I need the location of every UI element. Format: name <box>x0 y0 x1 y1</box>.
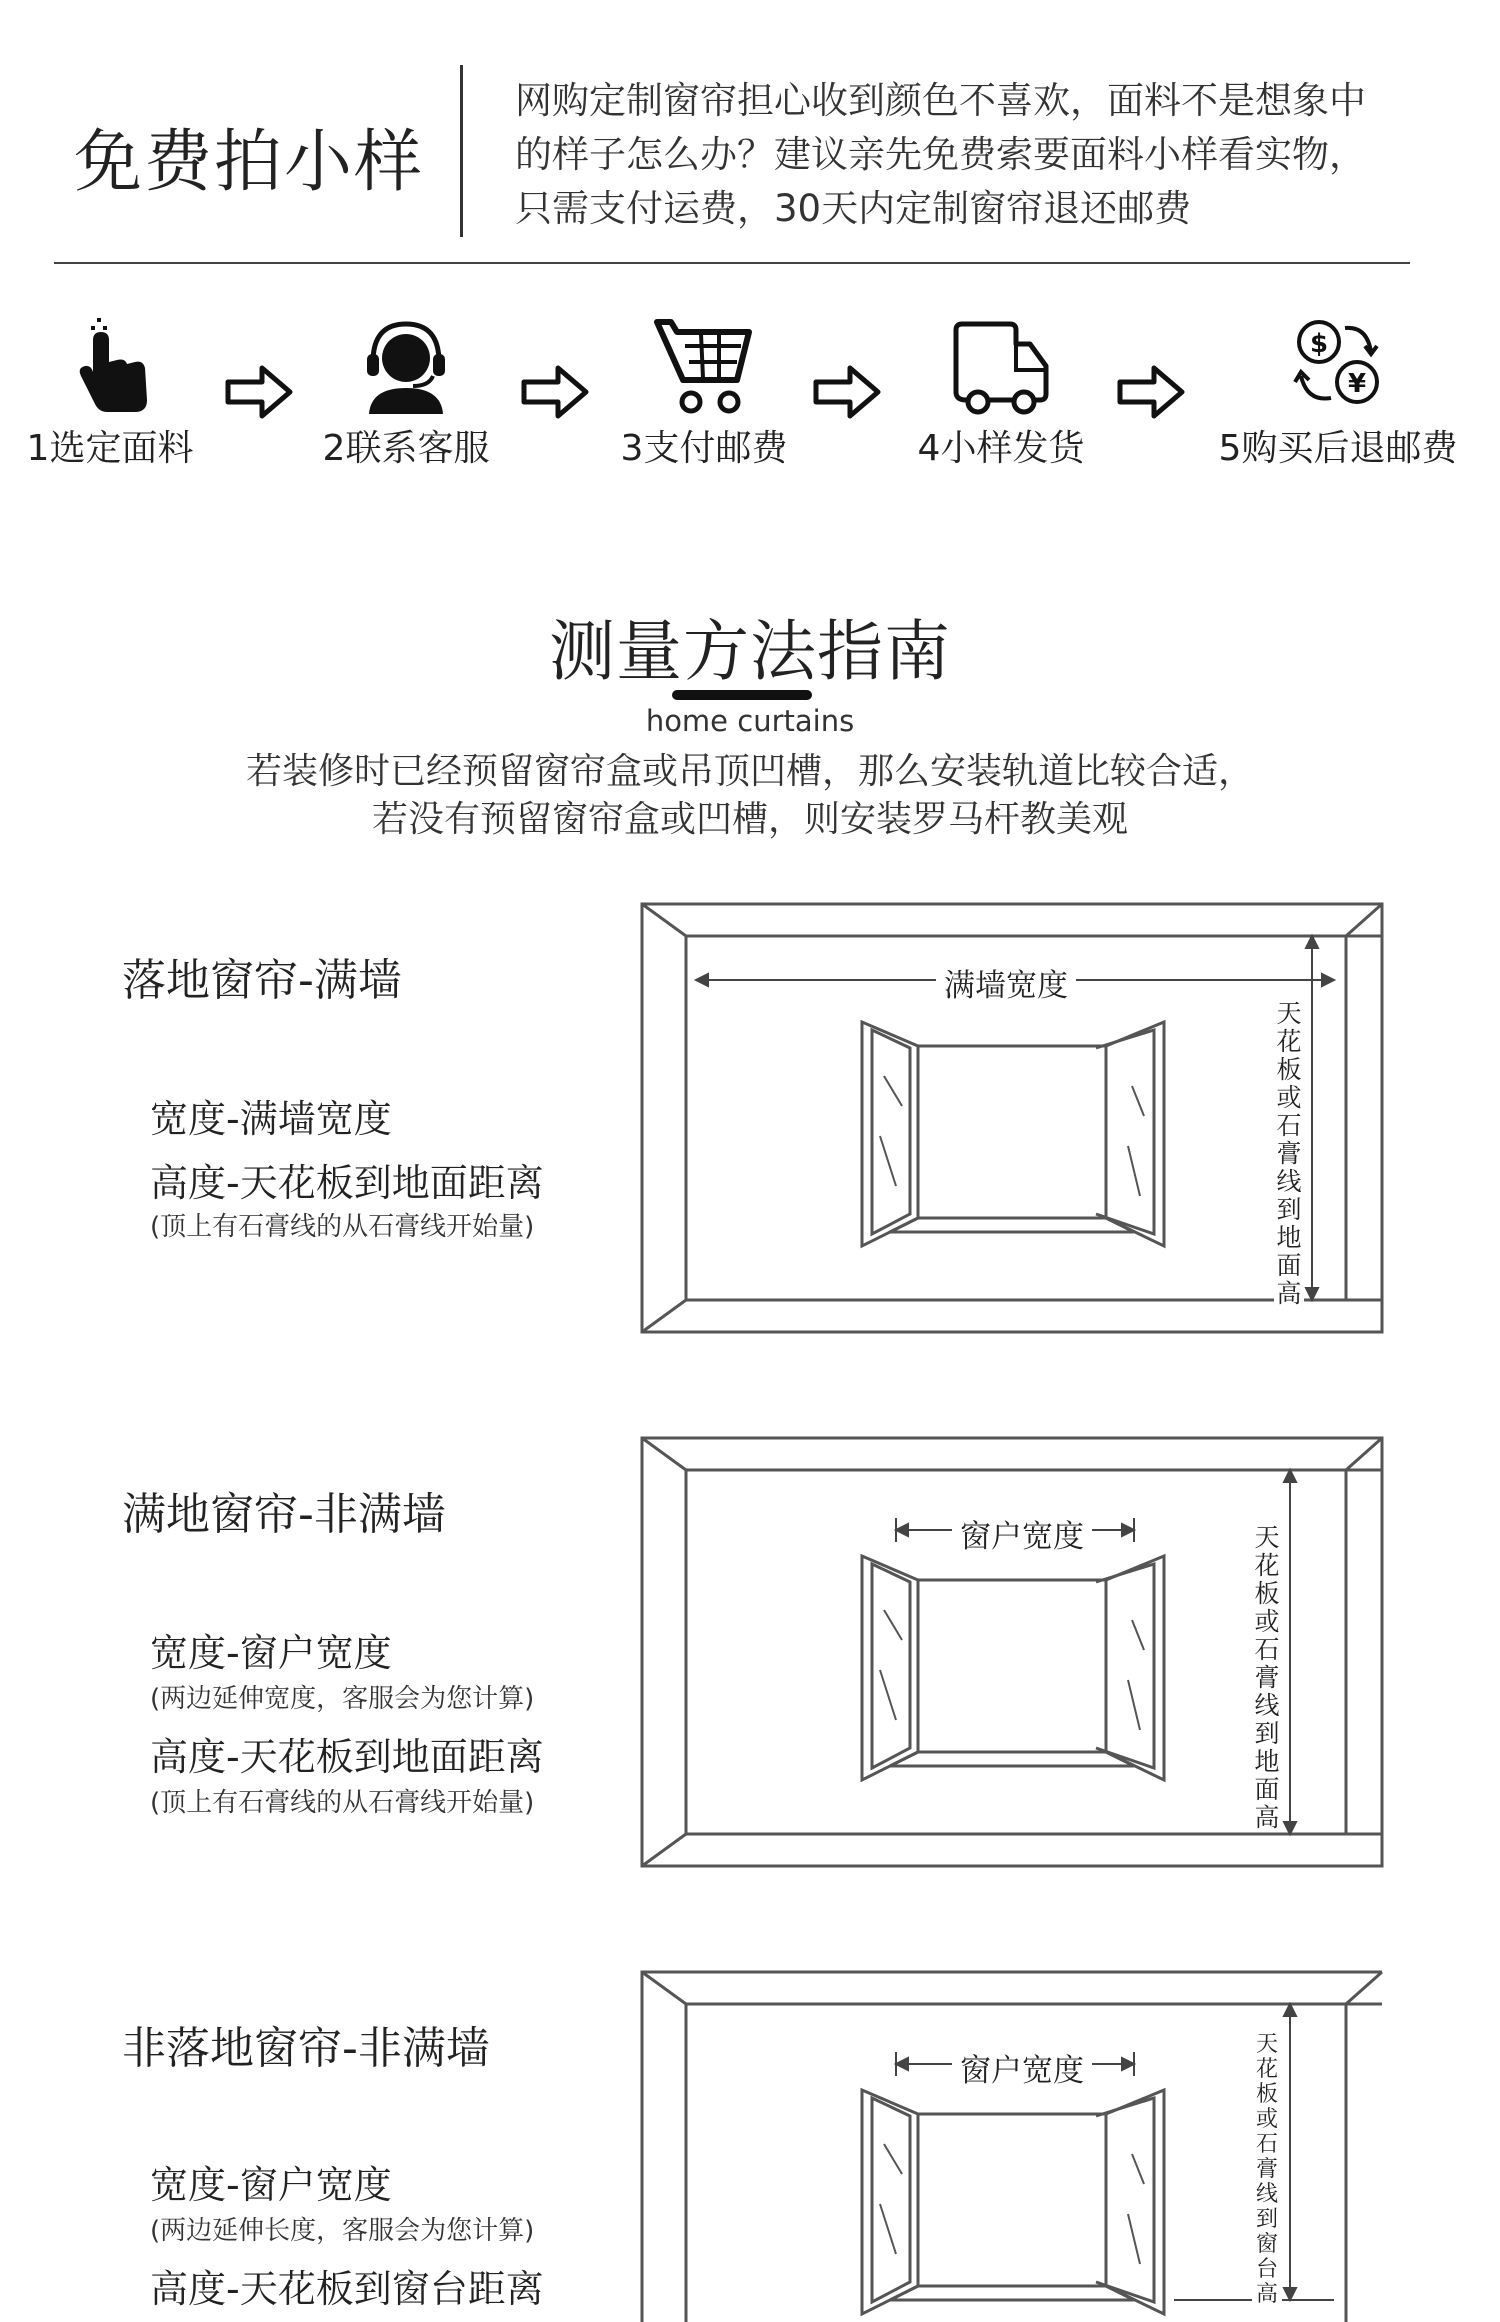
section-width-label: 宽度-满墙宽度 <box>150 1097 392 1141</box>
arrow-right-icon <box>1116 362 1188 422</box>
refund-icon <box>1283 310 1393 420</box>
section-height-note: (顶上有石膏线的从石膏线开始量) <box>150 1212 535 1242</box>
section-width-note: (两边延伸长度，客服会为您计算) <box>150 2216 535 2246</box>
step-refund-shipping <box>1208 310 1468 480</box>
guide-title: 测量方法指南 <box>549 613 951 690</box>
header-desc-line: 网购定制窗帘担心收到颜色不喜欢，面料不是想象中 <box>515 79 1366 122</box>
section-height-label: 高度-天花板到地面距离 <box>150 1161 544 1205</box>
guide-intro-line: 若装修时已经预留窗帘盒或吊顶凹槽，那么安装轨道比较合适， <box>245 751 1254 792</box>
guide-intro <box>0 748 1500 844</box>
section-title: 非落地窗帘-非满墙 <box>122 2023 490 2074</box>
diagram-width-label: 窗户宽度 <box>952 2045 1092 2090</box>
step-contact-service <box>276 310 536 480</box>
svg-text:¥: ¥ <box>1347 369 1367 399</box>
guide-intro-line: 若没有预留窗帘盒或凹槽，则安装罗马杆教美观 <box>371 799 1128 840</box>
page-title: 免费拍小样 <box>74 123 425 202</box>
step-label: 1选定面料 <box>26 428 194 469</box>
step-label: 3支付邮费 <box>620 428 788 469</box>
guide-title-underline <box>672 690 812 700</box>
guide-subtitle: home curtains <box>645 704 855 738</box>
section-height-note: (顶上有石膏线的从石膏线开始量) <box>150 1788 535 1818</box>
customer-service-icon <box>351 310 461 420</box>
hand-pointer-icon <box>55 310 165 420</box>
diagram-height-label: 天花板或石膏线到地面高 <box>1252 1524 1282 1832</box>
cart-icon <box>649 310 759 420</box>
section-width-label: 宽度-窗户宽度 <box>150 2163 392 2207</box>
section-height-label: 高度-天花板到地面距离 <box>150 1735 544 1779</box>
section-width-label: 宽度-窗户宽度 <box>150 1631 392 1675</box>
header-desc-line: 只需支付运费，30天内定制窗帘退还邮费 <box>515 187 1192 230</box>
header-rule <box>54 262 1410 264</box>
truck-icon <box>946 310 1056 420</box>
step-select-fabric <box>0 310 240 480</box>
step-pay-shipping <box>574 310 834 480</box>
step-label: 5购买后退邮费 <box>1218 428 1458 469</box>
step-label: 4小样发货 <box>917 428 1085 469</box>
section-height-label: 高度-天花板到窗台距离 <box>150 2267 544 2311</box>
step-label: 2联系客服 <box>322 428 490 469</box>
svg-text:$: $ <box>1309 329 1329 359</box>
step-sample-shipping <box>871 310 1131 480</box>
diagram-height-label: 天花板或石膏线到地面高 <box>1274 1000 1304 1308</box>
diagram-width-label: 满墙宽度 <box>936 960 1076 1005</box>
header-description <box>515 74 1415 236</box>
header-desc-line: 的样子怎么办？建议亲先免费索要面料小样看实物， <box>515 133 1366 176</box>
diagram-width-label: 窗户宽度 <box>952 1511 1092 1556</box>
section-title: 满地窗帘-非满墙 <box>122 1489 446 1540</box>
diagram-height-label: 天花板或石膏线到窗台高 <box>1252 2032 1282 2307</box>
section-width-note: (两边延伸宽度，客服会为您计算) <box>150 1684 535 1714</box>
section-title: 落地窗帘-满墙 <box>122 955 402 1006</box>
header-divider <box>460 65 463 237</box>
